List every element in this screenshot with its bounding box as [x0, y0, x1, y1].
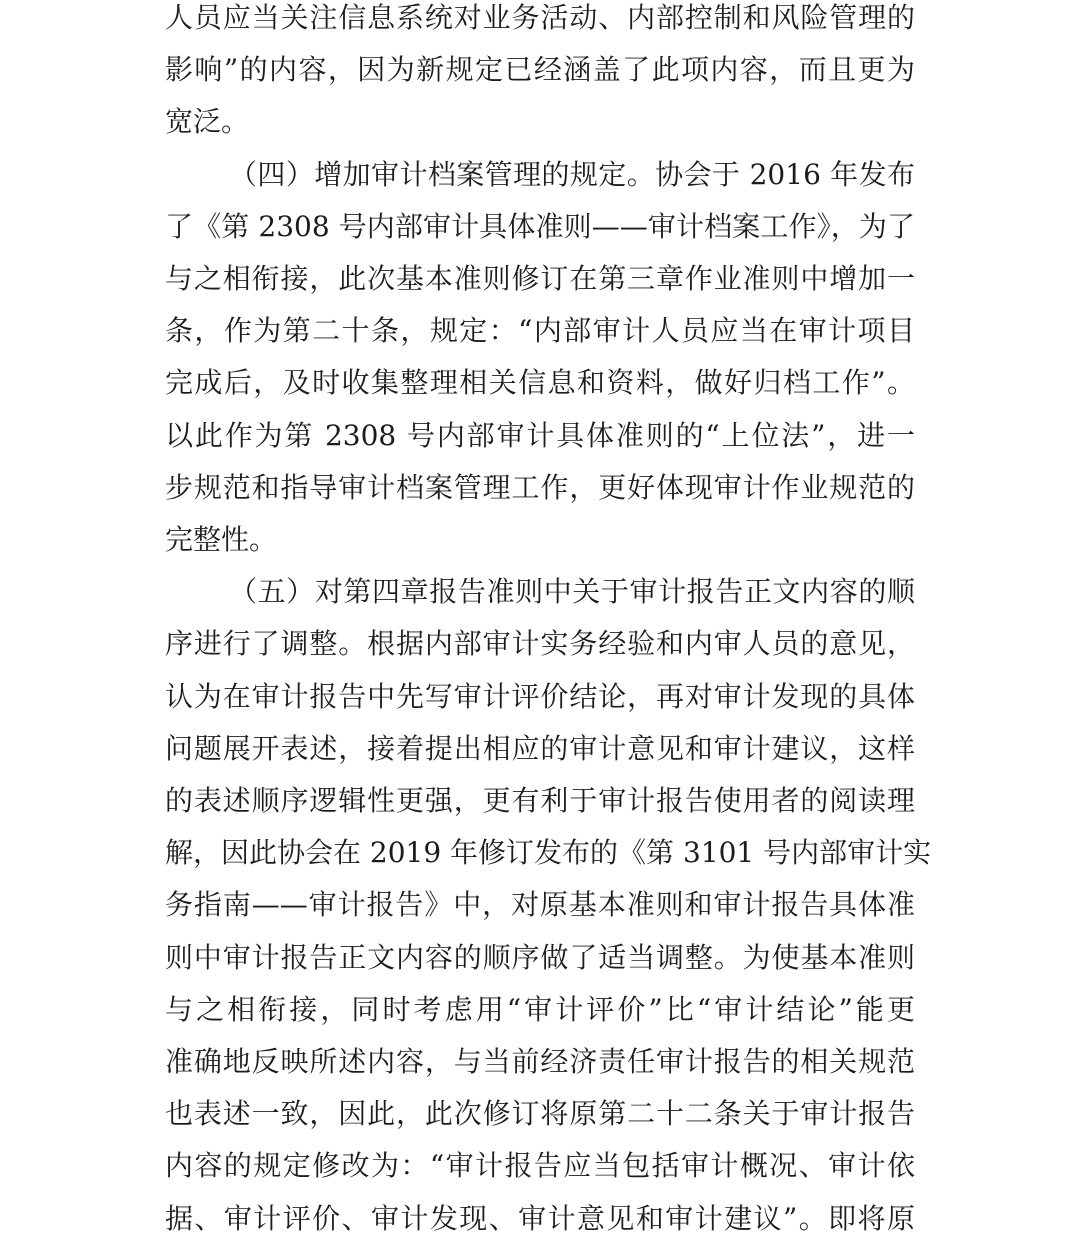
- text-line: 条，作为第二十条，规定：“内部审计人员应当在审计项目: [165, 314, 915, 348]
- text-line: 则中审计报告正文内容的顺序做了适当调整。为使基本准则: [165, 940, 915, 974]
- text-line: （四）增加审计档案管理的规定。协会于 2016 年发布: [229, 157, 915, 191]
- text-line: 与之相衔接，同时考虑用“审计评价”比“审计结论”能更: [165, 992, 915, 1026]
- text-line: 宽泛。: [165, 105, 250, 139]
- text-line: （五）对第四章报告准则中关于审计报告正文内容的顺: [229, 575, 915, 609]
- text-line: 准确地反映所述内容，与当前经济责任审计报告的相关规范: [165, 1045, 915, 1078]
- text-line: 据、审计评价、审计发现、审计意见和审计建议”。即将原: [165, 1201, 915, 1235]
- text-line: 问题展开表述，接着提出相应的审计意见和审计建议，这样: [165, 731, 915, 765]
- text-line: 完整性。: [165, 523, 278, 556]
- text-line: 解，因此协会在 2019 年修订发布的《第 3101 号内部审计实: [165, 836, 932, 870]
- text-line: 也表述一致，因此，此次修订将原第二十二条关于审计报告: [165, 1097, 915, 1131]
- text-line: 认为在审计报告中先写审计评价结论，再对审计发现的具体: [165, 679, 915, 713]
- text-line: 了《第 2308 号内部审计具体准则——审计档案工作》，为了: [165, 209, 915, 243]
- text-line: 人员应当关注信息系统对业务活动、内部控制和风险管理的: [165, 1, 915, 34]
- text-line: 的表述顺序逻辑性更强，更有利于审计报告使用者的阅读理: [165, 784, 915, 817]
- text-line: 序进行了调整。根据内部审计实务经验和内审人员的意见，: [165, 627, 915, 661]
- text-line: 以此作为第 2308 号内部审计具体准则的“上位法”，进一: [165, 418, 915, 452]
- text-line: 内容的规定修改为：“审计报告应当包括审计概况、审计依: [165, 1149, 915, 1183]
- text-line: 影响”的内容，因为新规定已经涵盖了此项内容，而且更为: [165, 53, 915, 87]
- text-line: 务指南——审计报告》中，对原基本准则和审计报告具体准: [165, 888, 915, 922]
- text-line: 完成后，及时收集整理相关信息和资料，做好归档工作”。: [165, 366, 915, 400]
- text-line: 步规范和指导审计档案管理工作，更好体现审计作业规范的: [165, 470, 915, 504]
- text-line: 与之相衔接，此次基本准则修订在第三章作业准则中增加一: [165, 262, 915, 295]
